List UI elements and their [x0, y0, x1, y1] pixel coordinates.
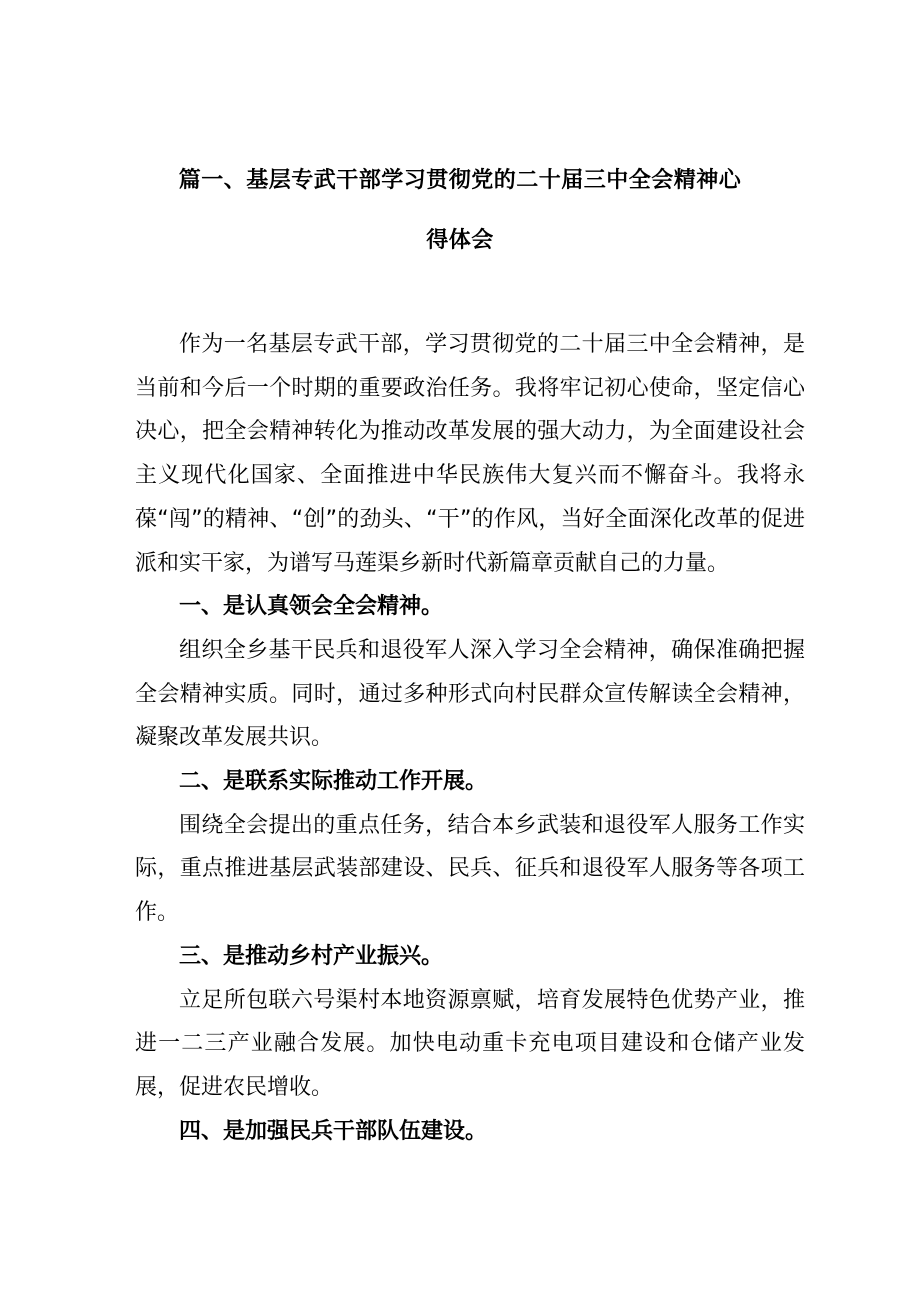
- section-heading-4: 四、是加强民兵干部队伍建设。: [179, 1118, 488, 1144]
- document-body: [135, 323, 805, 1153]
- section-paragraph-3: 立足所包联六号渠村本地资源禀赋，培育发展特色优势产业，推进一二三产业融合发展。加快电动重卡充电项目建设和仓储产业发展，促进农民增收。: [135, 987, 805, 1100]
- document-title-line-1: 篇一、基层专武干部学习贯彻党的二十届三中全会精神心: [178, 168, 742, 193]
- intro-paragraph: 作为一名基层专武干部，学习贯彻党的二十届三中全会精神，是当前和今后一个时期的重要政治任务。我将牢记初心使命，坚定信心决心，把全会精神转化为推动改革发展的强大动力，为全面建设社会主义现代化国家、全面推进中华民族伟大复兴而不懈奋斗。我将永葆“闯”的精神、“创”的劲头、“干”的作风，当好全面深化改革的促进派和实干家，为谱写马莲渠乡新时代新篇章贡献自己的力量。: [135, 332, 805, 576]
- section-heading-2: 二、是联系实际推动工作开展。: [179, 769, 488, 795]
- section-paragraph-1: 组织全乡基干民兵和退役军人深入学习全会精神，确保准确把握全会精神实质。同时，通过多种形式向村民群众宣传解读全会精神，凝聚改革发展共识。: [135, 637, 805, 751]
- section-heading-1: 一、是认真领会全会精神。: [179, 594, 444, 620]
- section-paragraph-2: 围绕全会提出的重点任务，结合本乡武装和退役军人服务工作实际，重点推进基层武装部建设、民兵、征兵和退役军人服务等各项工作。: [135, 812, 805, 926]
- document-title-line-2: 得体会: [426, 228, 494, 253]
- section-heading-3: 三、是推动乡村产业振兴。: [179, 943, 444, 969]
